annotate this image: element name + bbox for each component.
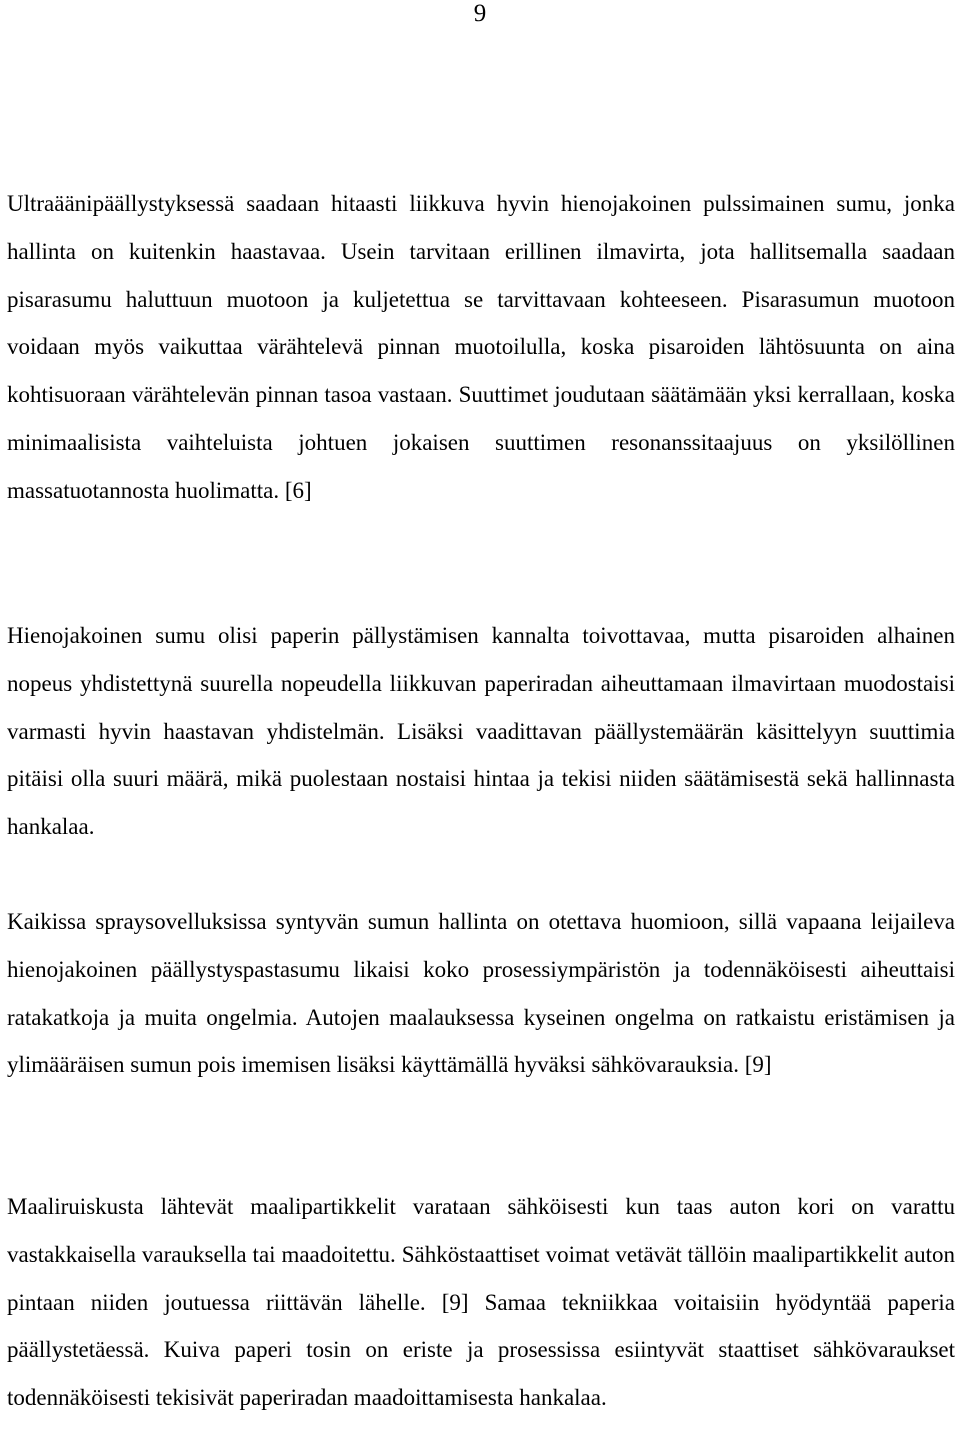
paragraph-ultrasonic-coating: Ultraäänipäällystyksessä saadaan hitaasti liikkuva hyvin hienojakoinen pulssimainen sumu, jonka hallinta on kuitenkin haastavaa. Usein tarvitaan erillinen ilmavirta, jota hallitsemalla saadaan pisarasumu haluttuun muotoon ja kuljetettua se tarvittavaan kohteeseen. Pisarasumun muotoon voidaan myös vaikuttaa värähtelevä pinnan muotoilulla, koska pisaroiden lähtösuunta on aina kohtisuoraan värähtelevän pinnan tasoa vastaan. Suuttimet joudutaan säätämään yksi kerrallaan, koska minimaalisista vaihteluista johtuen jokaisen suuttimen resonanssitaajuus on yksilöllinen massatuotannosta huolimatta. [6] bbox=[7, 191, 955, 503]
paragraph-electrostatic-painting: Maaliruiskusta lähtevät maalipartikkelit varataan sähköisesti kun taas auton kori on varattu vastakkaisella varauksella tai maadoitettu. Sähköstaattiset voimat vetävät tällöin maalipartikkelit auton pintaan niiden joutuessa riittävän lähelle. [9] Samaa tekniikkaa voitaisiin hyödyntää paperia päällystetäessä. Kuiva paperi tosin on eriste ja prosessissa esiintyvät staattiset sähkövaraukset todennäköisesti tekisivät paperiradan maadoittamisesta hankalaa. bbox=[7, 1194, 955, 1411]
paragraph-fine-mist: Hienojakoinen sumu olisi paperin pällystämisen kannalta toivottavaa, mutta pisaroiden alhainen nopeus yhdistettynä suurella nopeudella liikkuvan paperiradan aiheuttamaan ilmavirtaan muodostaisi varmasti hyvin haastavan yhdistelmän. Lisäksi vaadittavan päällystemäärän käsittelyyn suuttimia pitäisi olla suuri määrä, mikä puolestaan nostaisi hintaa ja tekisi niiden säätämisestä sekä hallinnasta hankalaa. bbox=[7, 623, 955, 840]
paragraph-mist-control: Kaikissa spraysovelluksissa syntyvän sumun hallinta on otettava huomioon, sillä vapaana leijaileva hienojakoinen päällystyspastasumu likaisi koko prosessiympäristön ja todennäköisesti aiheuttaisi ratakatkoja ja muita ongelmia. Autojen maalauksessa kyseinen ongelma on ratkaistu eristämisen ja ylimääräisen sumun pois imemisen lisäksi käyttämällä hyväksi sähkövarauksia. [9] bbox=[7, 909, 955, 1078]
page-number: 9 bbox=[473, 0, 487, 27]
